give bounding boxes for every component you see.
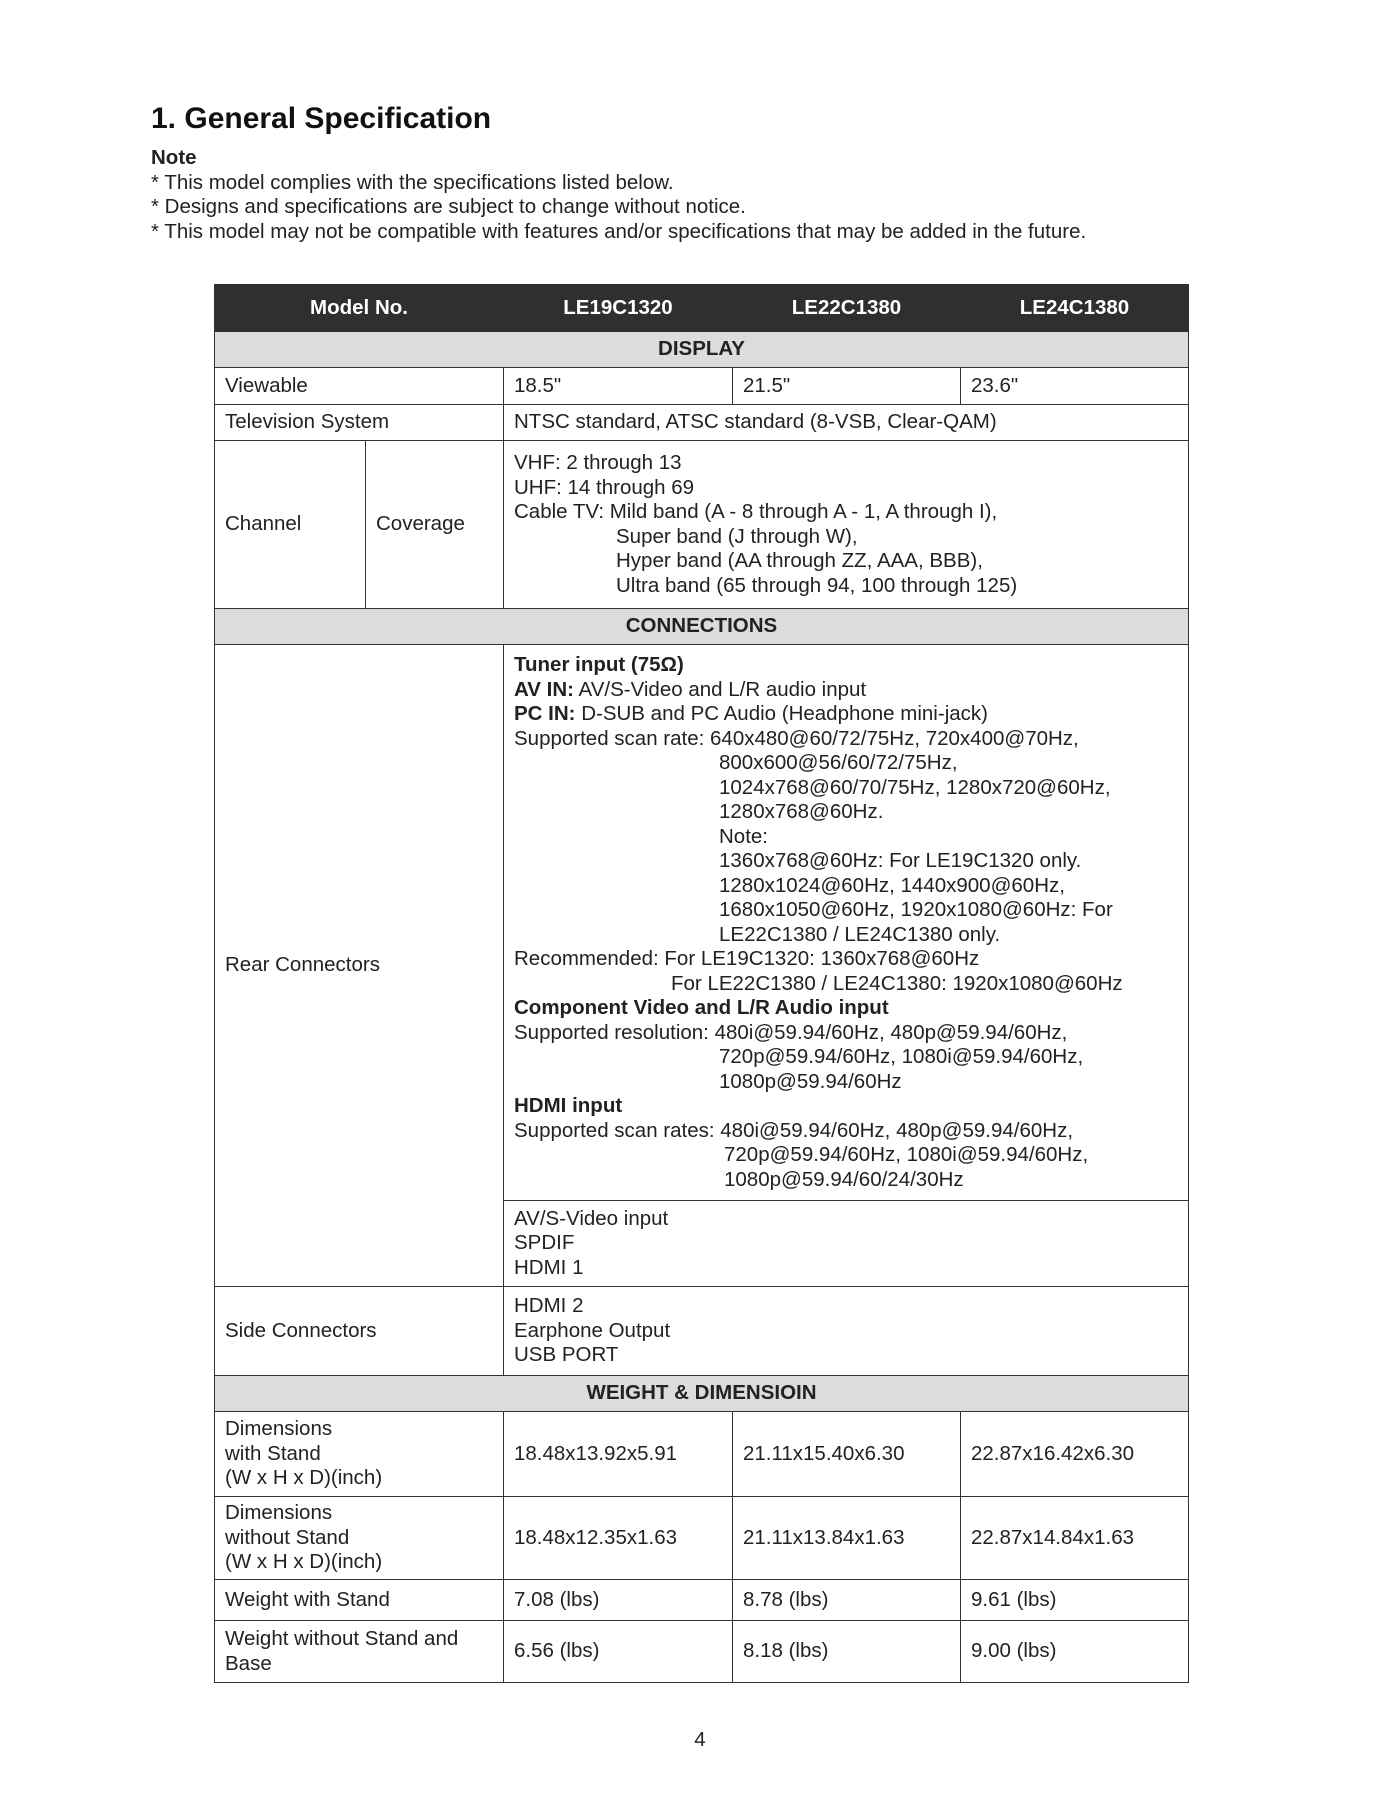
spec-table [214,284,1189,1683]
table-row [215,1497,1189,1580]
coverage-line: Super band (J through W), [616,524,858,548]
table-row [215,645,1189,1201]
note-line: * Designs and specifications are subject to change without notice. [151,195,746,218]
viewable-cell: 21.5" [733,368,961,405]
note-heading: Note [151,146,197,169]
rear-line: 720p@59.94/60Hz, 1080i@59.94/60Hz, [719,1045,1084,1068]
pc-in-label: PC IN: [514,702,576,725]
weight-without-cell: 6.56 (lbs) [504,1621,733,1683]
table-row [215,1580,1189,1621]
section-row-connections [215,609,1189,645]
table-row [215,405,1189,441]
rear-line: 720p@59.94/60Hz, 1080i@59.94/60Hz, [724,1143,1089,1166]
row-label-weight-with-stand: Weight with Stand [215,1580,504,1621]
table-row [215,1287,1189,1376]
tuner-input-heading: Tuner input (75Ω) [514,653,684,676]
header-model: LE24C1380 [961,285,1189,332]
rear-line [514,702,1178,727]
rear-line: 1024x768@60/70/75Hz, 1280x720@60Hz, [719,775,1111,799]
header-model: LE22C1380 [733,285,961,332]
rear-line: 1360x768@60Hz: For LE19C1320 only. [719,849,1082,872]
table-row [215,1621,1189,1683]
hdmi-heading: HDMI input [514,1094,623,1117]
section-title-display: DISPLAY [215,332,1189,368]
note-block [151,146,1086,244]
pc-in-text: D-SUB and PC Audio (Headphone mini-jack) [575,702,988,725]
dim-with-cell: 22.87x16.42x6.30 [961,1412,1189,1497]
rear-line [514,678,1178,703]
coverage-line: UHF: 14 through 69 [514,475,695,499]
table-row [215,1412,1189,1497]
weight-without-cell: 9.00 (lbs) [961,1621,1189,1683]
coverage-line: VHF: 2 through 13 [514,451,682,474]
rear-line: Supported scan rates: 480i@59.94/60Hz, 480p@59.94/60Hz, [514,1118,1074,1142]
av-in-label: AV IN: [514,677,574,701]
label-line: with Stand [225,1441,321,1465]
component-heading: Component Video and L/R Audio input [514,996,889,1019]
rear-extra-line: AV/S-Video input [514,1206,669,1230]
rear-line: Recommended: For LE19C1320: 1360x768@60Hz [514,947,980,970]
section-row-display [215,332,1189,368]
av-in-text: AV/S-Video and L/R audio input [573,677,867,701]
rear-connectors-cell [504,645,1189,1201]
table-row [215,368,1189,405]
row-label-coverage: Coverage [366,441,504,609]
rear-extra-line: SPDIF [514,1231,575,1255]
label-line: without Stand [225,1525,350,1549]
section-row-weight [215,1376,1189,1412]
row-label-dim-with-stand [215,1412,504,1497]
rear-line: Supported scan rate: 640x480@60/72/75Hz, 720x400@70Hz, [514,726,1079,750]
side-connectors-cell [504,1287,1189,1376]
label-line: (W x H x D)(inch) [225,1466,383,1490]
note-line: * This model complies with the specifications listed below. [151,170,674,194]
tv-system-cell: NTSC standard, ATSC standard (8-VSB, Clear-QAM) [504,405,1189,441]
side-line: HDMI 2 [514,1294,584,1318]
weight-with-cell: 8.78 (lbs) [733,1580,961,1621]
viewable-cell: 18.5" [504,368,733,405]
label-line: Dimensions [225,1501,333,1525]
row-label-weight-without-stand [215,1621,504,1683]
label-line: Dimensions [225,1417,333,1441]
rear-extra-line: HDMI 1 [514,1255,584,1279]
rear-line: 1080p@59.94/60/24/30Hz [724,1167,964,1191]
side-line: USB PORT [514,1343,619,1367]
label-line: (W x H x D)(inch) [225,1550,383,1574]
row-label-tv-system: Television System [215,405,504,441]
table-header-row [215,285,1189,332]
rear-line: 800x600@56/60/72/75Hz, [719,751,958,774]
dim-without-cell: 21.11x13.84x1.63 [733,1497,961,1580]
row-label-side-connectors: Side Connectors [215,1287,504,1376]
section-title-weight: WEIGHT & DIMENSIOIN [215,1376,1189,1412]
dim-without-cell: 22.87x14.84x1.63 [961,1497,1189,1580]
header-model-no: Model No. [215,285,504,332]
row-label-dim-without-stand [215,1497,504,1580]
rear-line: LE22C1380 / LE24C1380 only. [719,922,1001,946]
weight-without-cell: 8.18 (lbs) [733,1621,961,1683]
coverage-cell [504,441,1189,609]
viewable-cell: 23.6" [961,368,1189,405]
dim-with-cell: 18.48x13.92x5.91 [504,1412,733,1497]
table-row [215,441,1189,609]
weight-with-cell: 9.61 (lbs) [961,1580,1189,1621]
note-line: * This model may not be compatible with features and/or specifications that may be added in the future. [151,219,1087,243]
label-line: Weight without Stand and [225,1627,459,1650]
dim-without-cell: 18.48x12.35x1.63 [504,1497,733,1580]
rear-line: 1280x768@60Hz. [719,800,884,823]
page-number: 4 [694,1728,706,1751]
section-title-connections: CONNECTIONS [215,609,1189,645]
dim-with-cell: 21.11x15.40x6.30 [733,1412,961,1497]
rear-extra-cell [504,1201,1189,1287]
row-label-rear-connectors: Rear Connectors [215,645,504,1287]
label-line: Base [225,1651,272,1675]
coverage-line: Ultra band (65 through 94, 100 through 125) [616,573,1018,597]
rear-line: 1280x1024@60Hz, 1440x900@60Hz, [719,873,1065,897]
row-label-channel: Channel [215,441,366,609]
rear-line: 1080p@59.94/60Hz [719,1069,902,1093]
rear-line: 1680x1050@60Hz, 1920x1080@60Hz: For [719,898,1113,921]
coverage-line: Cable TV: Mild band (A - 8 through A - 1, A through I), [514,500,998,523]
row-label-viewable: Viewable [215,368,504,405]
side-line: Earphone Output [514,1318,671,1342]
weight-with-cell: 7.08 (lbs) [504,1580,733,1621]
rear-line: For LE22C1380 / LE24C1380: 1920x1080@60Hz [671,971,1123,995]
rear-line: Supported resolution: 480i@59.94/60Hz, 480p@59.94/60Hz, [514,1020,1068,1044]
rear-line: Note: [719,824,768,848]
page-title: 1. General Specification [151,102,492,135]
header-model: LE19C1320 [504,285,733,332]
coverage-line: Hyper band (AA through ZZ, AAA, BBB), [616,549,983,572]
